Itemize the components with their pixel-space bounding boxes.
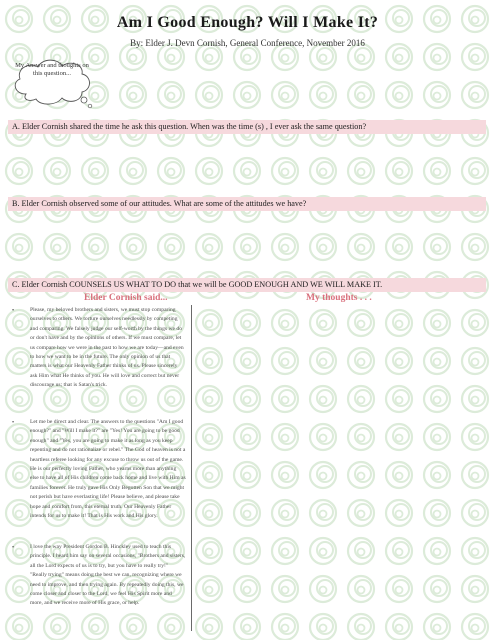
bullet-icon: • [12,308,15,314]
page-title: Am I Good Enough? Will I Make It? [116,14,379,31]
column-divider [191,305,192,631]
quote-paragraph-3: I love the way President Gordon B. Hinckley used to teach this principle. I heard him say on several occasions, "Brothers and sisters, all the Lord expects of us is to try, but you have to really try!" "Really trying" means doing the best we can, recognizing where we need to improve, and then trying again. By repeatedly doing this, we come closer and closer to the Lord, we feel His Spirit more and more, and we receive more of His grace, or help. [30,544,186,607]
talk-byline: By: Elder J. Devn Cornish, General Conference, November 2016 [130,38,365,48]
bullet-icon: • [12,545,15,551]
my-thoughts-heading: My thoughts . . . [306,293,372,303]
quote-paragraph-1: Please, my beloved brothers and sisters, we must stop comparing ourselves to others. We torture ourselves needlessly by competing and comparing. We falsely judge our self-worth by the things we do or don't have and by the opinions of others. If we must compare, let us compare how we were in the past to how we are today—and even to how we want to be in the future. The only opinion of us that matters is what our Heavenly Father thinks of us. Please sincerely ask Him what He thinks of you. He will love and correct but never discourage us; that is Satan's trick. [30,307,184,389]
question-a-bar: A. Elder Cornish shared the time he ask this question. When was the time (s) , I ever ask the same question? [8,120,486,134]
elder-cornish-said-heading: Elder Cornish said... [84,293,168,303]
bullet-icon: • [12,420,15,426]
question-b-bar: B. Elder Cornish observed some of our attitudes. What are some of the attitudes we have? [8,197,486,211]
question-c-bar: C. Elder Cornish COUNSELS US WHAT TO DO that we will be GOOD ENOUGH AND WE WILL MAKE IT. [8,278,486,292]
quote-paragraph-2: Let me be direct and clear. The answers to the questions "Am I good enough?" and "Will I make it?" are "Yes! You are going to be good enough" and "Yes, you are going to make it as long as you keep repenting and do not rationalize or rebel." The God of heaven is not a heartless referee looking for any excuse to throw us out of the game. He is our perfectly loving Father, who yearns more than anything else to have all of His children come back home and live with Him as families forever. He truly gave His Only Begotten Son that we might not perish but have everlasting life! Please believe, and please take hope and comfort from, this eternal truth. Our Heavenly Father intends for us to make it! That is His work and His glory. [30,419,186,520]
thought-cloud-text: My Answer and thoughts on this question... [15,62,89,77]
